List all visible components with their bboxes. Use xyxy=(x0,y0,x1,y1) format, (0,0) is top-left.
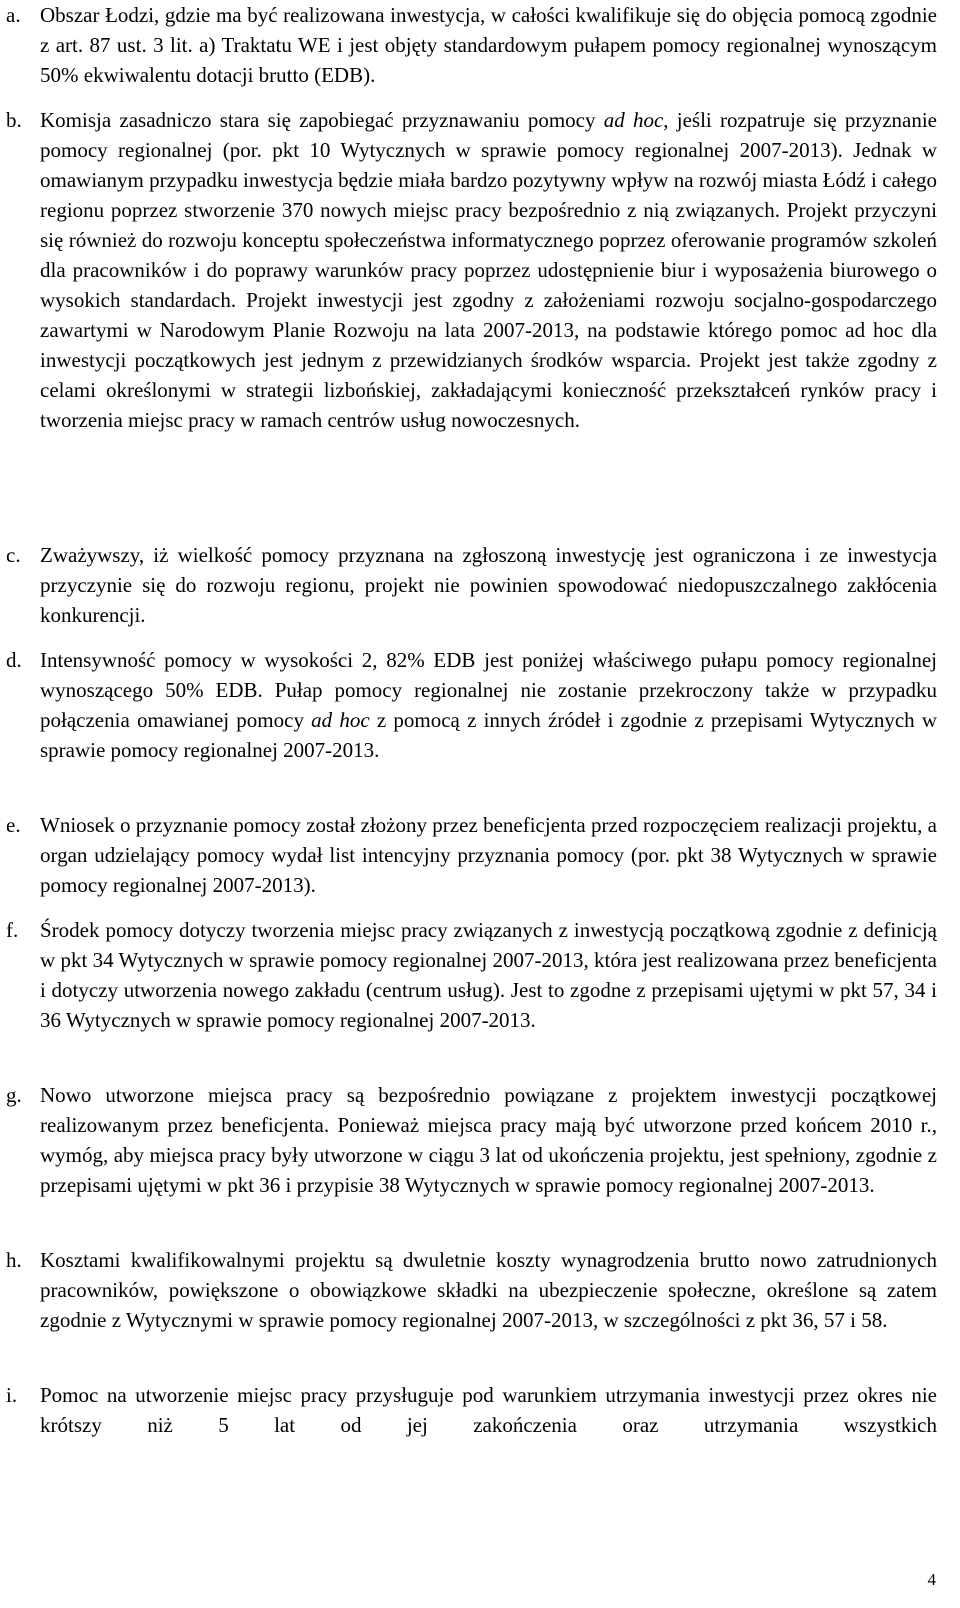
paragraph-text xyxy=(40,540,937,630)
paragraph-text xyxy=(40,1245,937,1365)
paragraph-b xyxy=(6,105,937,525)
paragraph-text xyxy=(40,810,937,900)
text-segment: Wniosek o przyznanie pomocy został złożony przez beneficjenta przed rozpoczęciem realizacji projektu, a organ udzielający pomocy wydał list intencyjny przyznania pomocy (por. pkt 38 Wytycznych w sprawie pomocy regionalnej 2007-2013). xyxy=(40,813,937,897)
paragraph-text xyxy=(40,915,937,1065)
text-segment: Środek pomocy dotyczy tworzenia miejsc pracy związanych z inwestycją początkową zgodnie z definicją w pkt 34 Wytycznych w sprawie pomocy regionalnej 2007-2013, która jest realizowana przez beneficjenta i dotyczy utworzenia nowego zakładu (centrum usług). Jest to zgodne z przepisami ujętymi w pkt 57, 34 i 36 Wytycznych w sprawie pomocy regionalnej 2007-2013. xyxy=(40,918,937,1032)
paragraph-a xyxy=(6,0,937,90)
text-segment: Komisja zasadniczo stara się zapobiegać przyznawaniu pomocy xyxy=(40,108,604,132)
paragraph-h xyxy=(6,1245,937,1365)
paragraph-text xyxy=(40,0,937,90)
paragraph-list xyxy=(6,0,937,1440)
paragraph-marker: b. xyxy=(6,108,22,132)
text-segment: Zważywszy, iż wielkość pomocy przyznana na zgłoszoną inwestycję jest ograniczona i ze inwestycja przyczynie się do rozwoju regionu, projekt nie powinien spowodować niedopuszczalnego zakłócenia konkurencji. xyxy=(40,543,937,627)
paragraph-text xyxy=(40,1380,937,1440)
paragraph-c xyxy=(6,540,937,630)
text-segment: , jeśli rozpatruje się przyznanie pomocy regionalnej (por. pkt 10 Wytycznych w sprawie pomocy regionalnej 2007-2013). Jednak w omawianym przypadku inwestycja będzie miała bardzo pozytywny wpływ na rozwój miasta Łódź i całego regionu poprzez stworzenie 370 nowych miejsc pracy bezpośrednio z nią związanych. Projekt przyczyni się również do rozwoju konceptu społeczeństwa informatycznego poprzez oferowanie programów szkoleń dla pracowników i do poprawy warunków pracy poprzez udostępnienie biur i wyposażenia biurowego o wysokich standardach. Projekt inwestycji jest zgodny z założeniami rozwoju socjalno-gospodarczego zawartymi w Narodowym Planie Rozwoju na lata 2007-2013, na podstawie którego pomoc ad hoc dla inwestycji początkowych jest jednym z przewidzianych środków wsparcia. Projekt jest także zgodny z celami określonymi w strategii lizbońskiej, zakładającymi konieczność przekształceń rynków pracy i tworzenia miejsc pracy w ramach centrów usług nowoczesnych. xyxy=(40,108,937,432)
italic-term: ad hoc xyxy=(603,108,664,132)
paragraph-g xyxy=(6,1080,937,1230)
paragraph-marker: c. xyxy=(6,543,21,567)
paragraph-text xyxy=(40,645,937,795)
text-segment: Pomoc na utworzenie miejsc pracy przysługuje pod warunkiem utrzymania inwestycji przez okres nie krótszy niż 5 lat od jej zakończenia oraz utrzymania wszystkich xyxy=(40,1383,937,1437)
paragraph-f xyxy=(6,915,937,1065)
text-segment: Intensywność pomocy w wysokości 2, 82% EDB jest poniżej właściwego pułapu pomocy regionalnej wynoszącego 50% EDB. Pułap pomocy regionalnej nie zostanie przekroczony także w przypadku połączenia omawianej pomocy xyxy=(40,648,937,732)
text-segment: Nowo utworzone miejsca pracy są bezpośrednio powiązane z projektem inwestycji początkowej realizowanym przez beneficjenta. Ponieważ miejsca pracy mają być utworzone przed końcem 2010 r., wymóg, aby miejsca pracy były utworzone w ciągu 3 lat od ukończenia projektu, jest spełniony, zgodnie z przepisami ujętymi w pkt 36 i przypisie 38 Wytycznych w sprawie pomocy regionalnej 2007-2013. xyxy=(40,1083,937,1197)
paragraph-text xyxy=(40,1080,937,1230)
paragraph-i xyxy=(6,1380,937,1440)
paragraph-e xyxy=(6,810,937,900)
paragraph-marker: f. xyxy=(6,918,19,942)
paragraph-marker: d. xyxy=(6,648,22,672)
paragraph-marker: e. xyxy=(6,813,21,837)
page-number: 4 xyxy=(927,1570,936,1589)
paragraph-text xyxy=(40,105,937,525)
paragraph-marker: h. xyxy=(6,1248,22,1272)
text-segment: Kosztami kwalifikowalnymi projektu są dwuletnie koszty wynagrodzenia brutto nowo zatrudnionych pracowników, powiększone o obowiązkowe składki na ubezpieczenie społeczne, określone są zatem zgodnie z Wytycznymi w sprawie pomocy regionalnej 2007-2013, w szczególności z pkt 36, 57 i 58. xyxy=(40,1248,937,1332)
paragraph-marker: a. xyxy=(6,3,21,27)
paragraph-marker: g. xyxy=(6,1083,22,1107)
italic-term: ad hoc xyxy=(311,708,370,732)
paragraph-marker: i. xyxy=(6,1383,18,1407)
text-segment: Obszar Łodzi, gdzie ma być realizowana inwestycja, w całości kwalifikuje się do objęcia pomocą zgodnie z art. 87 ust. 3 lit. a) Traktatu WE i jest objęty standardowym pułapem pomocy regionalnej wynoszącym 50% ekwiwalentu dotacji brutto (EDB). xyxy=(40,3,937,87)
text-segment: z pomocą z innych źródeł i zgodnie z przepisami Wytycznych w sprawie pomocy regionalnej 2007-2013. xyxy=(40,708,938,762)
paragraph-d xyxy=(6,645,937,795)
